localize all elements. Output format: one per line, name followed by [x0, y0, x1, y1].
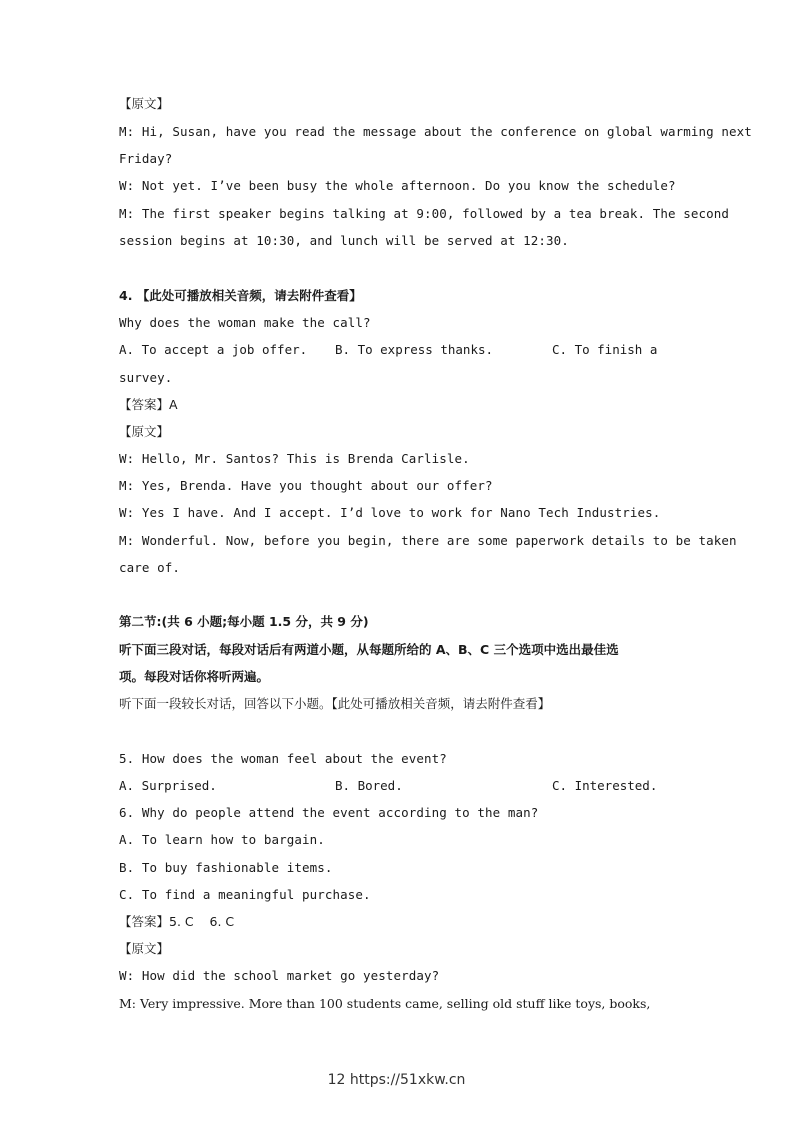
transcript-label: 【原文】 [119, 96, 170, 111]
transcript-line: session begins at 10:30, and lunch will be served at 12:30. [119, 233, 569, 248]
answer: 【答案】5. C 6. C [119, 914, 235, 929]
option-c: C. Interested. [552, 778, 658, 793]
transcript-line: W: Yes I have. And I accept. I’d love to work for Nano Tech Industries. [119, 505, 661, 520]
option-c: C. To find a meaningful purchase. [119, 887, 371, 902]
transcript-line: W: How did the school market go yesterday? [119, 968, 440, 983]
question-4-header: 4. 【此处可播放相关音频，请去附件查看】 [119, 288, 362, 303]
option-a: A. Surprised. [119, 778, 217, 793]
option-a: A. To learn how to bargain. [119, 832, 325, 847]
transcript-line: W: Hello, Mr. Santos? This is Brenda Carlisle. [119, 451, 470, 466]
question-4-text: Why does the woman make the call? [119, 315, 371, 330]
transcript-line: W: Not yet. I’ve been busy the whole afternoon. Do you know the schedule? [119, 178, 676, 193]
option-b: B. To buy fashionable items. [119, 860, 333, 875]
transcript-line: M: The first speaker begins talking at 9:00, followed by a tea break. The second [119, 206, 730, 221]
answer: 【答案】A [119, 397, 178, 412]
transcript-label: 【原文】 [119, 424, 170, 439]
transcript-line: care of. [119, 560, 181, 575]
listening-instruction: 听下面一段较长对话，回答以下小题。【此处可播放相关音频，请去附件查看】 [119, 696, 551, 711]
option-a: A. To accept a job offer. [119, 342, 308, 357]
transcript-line: M: Yes, Brenda. Have you thought about our offer? [119, 478, 493, 493]
transcript-line: M: Wonderful. Now, before you begin, there are some paperwork details to be taken [119, 533, 737, 548]
page-footer: 12 https://51xkw.cn [327, 1072, 466, 1088]
option-c-continued: survey. [119, 370, 173, 385]
question-5-text: 5. How does the woman feel about the event? [119, 751, 447, 766]
transcript-line: M: Very impressive. More than 100 students came, selling old stuff like toys, books, [119, 996, 651, 1011]
option-b: B. Bored. [335, 778, 403, 793]
transcript-line: Friday? [119, 151, 173, 166]
question-6-text: 6. Why do people attend the event according to the man? [119, 805, 539, 820]
section-instructions: 项。每段对话你将听两遍。 [119, 669, 270, 684]
transcript-line: M: Hi, Susan, have you read the message about the conference on global warming next [119, 124, 752, 139]
section-instructions: 听下面三段对话，每段对话后有两道小题，从每题所给的 A、B、C 三个选项中选出最佳选 [119, 642, 619, 657]
section-title: 第二节:(共 6 小题;每小题 1.5 分，共 9 分) [119, 614, 369, 629]
option-c: C. To finish a [552, 342, 658, 357]
option-b: B. To express thanks. [335, 342, 494, 357]
transcript-label: 【原文】 [119, 941, 170, 956]
